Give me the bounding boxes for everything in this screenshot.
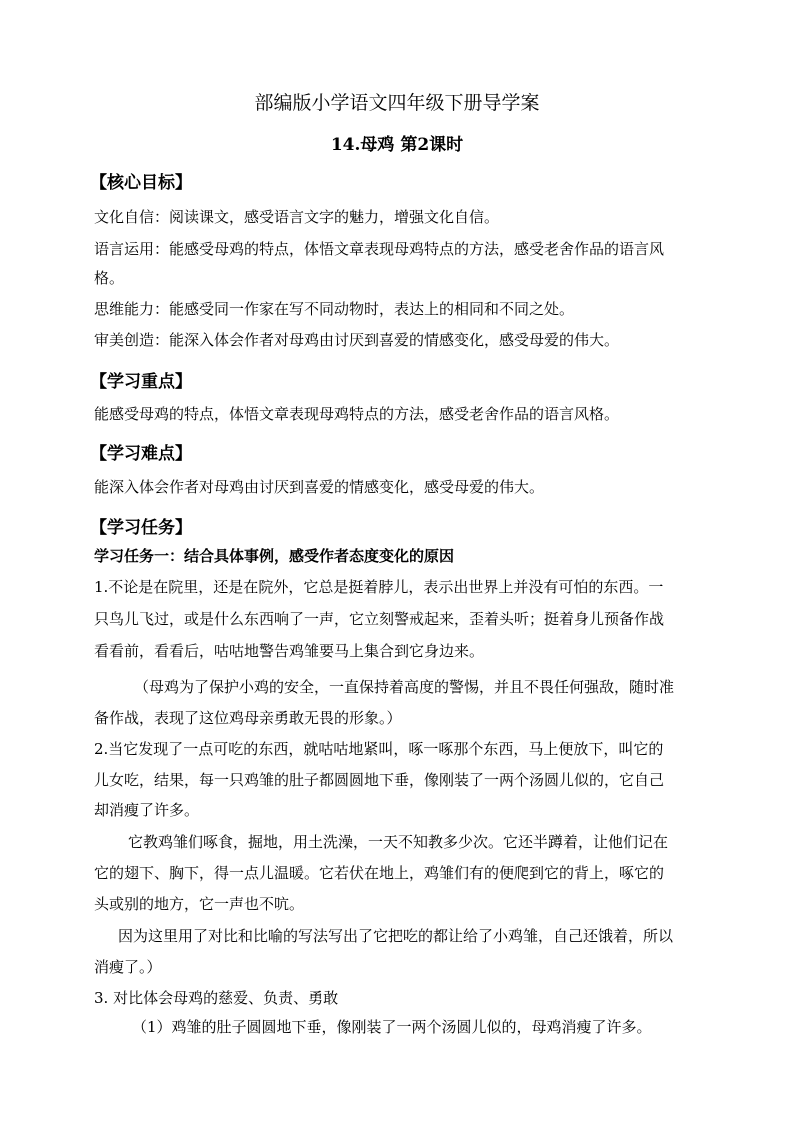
task-one-title: 学习任务一：结合具体事例，感受作者态度变化的原因 [94,547,455,565]
task-line: 因为这里用了对比和比喻的写法写出了它把吃的都让给了小鸡雏，自己还饿着，所以 [118,927,674,945]
core-goals-heading: 【核心目标】 [90,173,192,193]
core-goal-line: 语言运用：能感受母鸡的特点，体悟文章表现母鸡特点的方法，感受老舍作品的语言风 [94,240,665,258]
core-goal-line: 文化自信：阅读课文，感受语言文字的魅力，增强文化自信。 [94,208,500,226]
task-line: 1.不论是在院里，还是在院外，它总是挺着脖儿，表示出世界上并没有可怕的东西。一 [94,578,664,596]
task-line: 2.当它发现了一点可吃的东西，就咕咕地紧叫，啄一啄那个东西，马上便放下，叫它的 [94,740,664,758]
document-title: 部编版小学语文四年级下册导学案 [254,92,540,114]
task-line: （1）鸡雏的肚子圆圆地下垂，像刚装了一两个汤圆儿似的，母鸡消瘦了许多。 [132,1018,652,1036]
tasks-heading: 【学习任务】 [90,518,192,538]
core-goal-line: 思维能力：能感受同一作家在写不同动物时，表达上的相同和不同之处。 [94,300,575,318]
document-subtitle: 14.母鸡 第2课时 [330,135,464,155]
key-points-heading: 【学习重点】 [90,372,192,392]
task-line: 3. 对比体会母鸡的慈爱、负责、勇敢 [94,989,339,1007]
task-line: 却消瘦了许多。 [94,801,200,819]
core-goal-line: 审美创造：能深入体会作者对母鸡由讨厌到喜爱的情感变化，感受母爱的伟大。 [94,331,620,349]
task-line: 头或别的地方，它一声也不吭。 [94,895,305,913]
task-line: 只鸟儿飞过，或是什么东西响了一声，它立刻警戒起来，歪着头听；挺着身儿预备作战 [94,610,665,628]
task-line: 它教鸡雏们啄食，掘地，用土洗澡，一天不知教多少次。它还半蹲着，让他们记在 [128,833,669,851]
key-point-line: 能感受母鸡的特点，体悟文章表现母鸡特点的方法，感受老舍作品的语言风格。 [94,405,620,423]
difficulty-line: 能深入体会作者对母鸡由讨厌到喜爱的情感变化，感受母爱的伟大。 [94,478,545,496]
task-line: 消瘦了。） [94,958,162,976]
task-line: 它的翅下、胸下，得一点儿温暖。它若伏在地上，鸡雏们有的便爬到它的背上，啄它的 [94,864,665,882]
task-line: 备作战，表现了这位鸡母亲勇敢无畏的形象。） [94,709,402,727]
task-line: 看看前，看看后，咕咕地警告鸡雏要马上集合到它身边来。 [94,642,485,660]
core-goal-line: 格。 [94,269,125,287]
difficulties-heading: 【学习难点】 [90,444,192,464]
task-line: （母鸡为了保护小鸡的安全，一直保持着高度的警惕，并且不畏任何强敌，随时准 [134,678,675,696]
task-line: 儿女吃，结果，每一只鸡雏的肚子都圆圆地下垂，像刚装了一两个汤圆儿似的，它自己 [94,771,665,789]
